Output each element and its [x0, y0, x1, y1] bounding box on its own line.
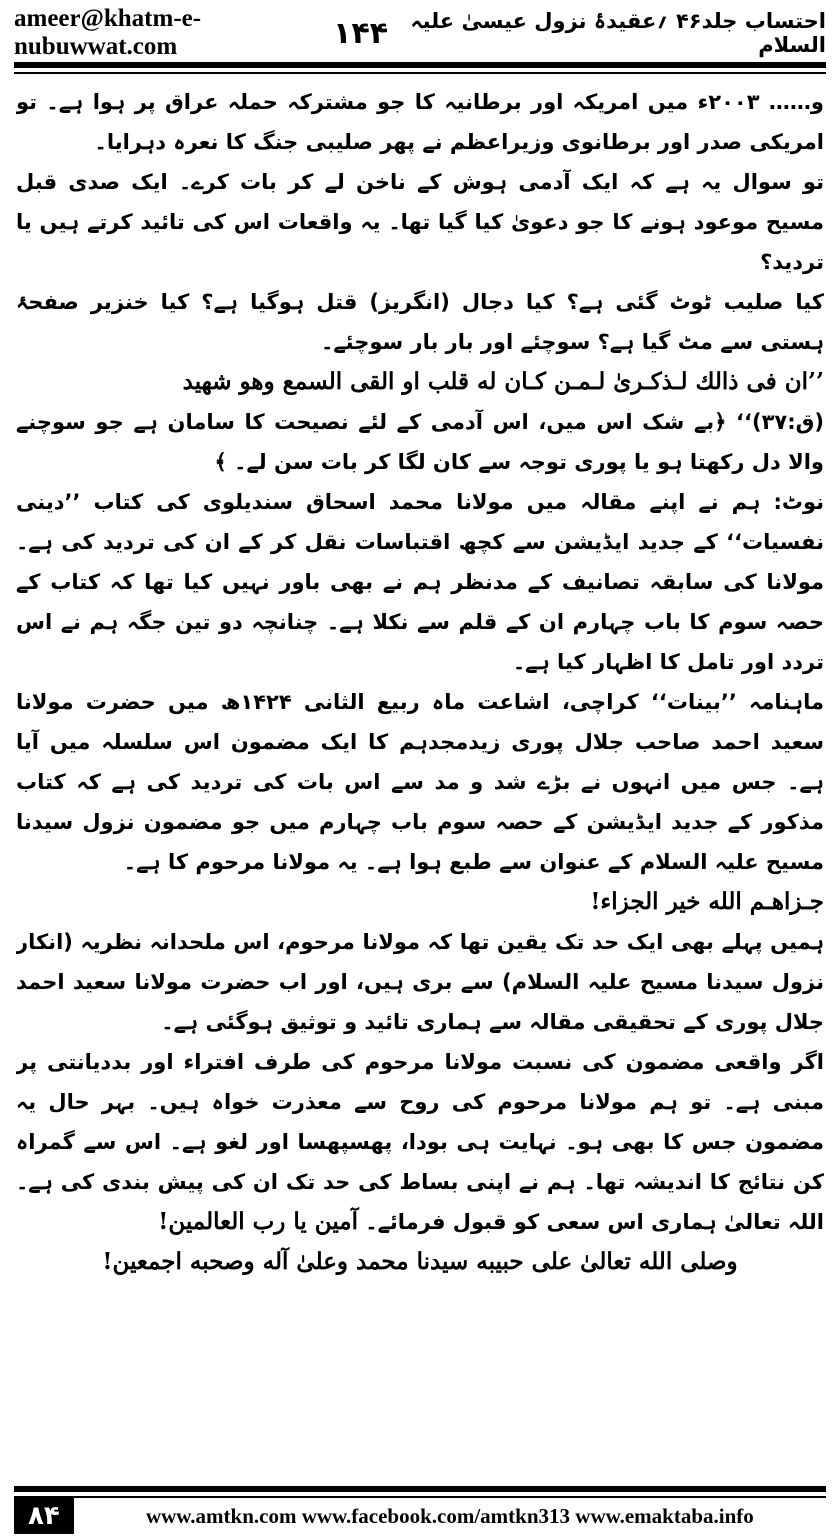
closing-paragraph-2-text: اگر واقعی مضمون کی نسبت مولانا مرحوم کی طرف افتراء اور بددیانتی پر مبنی ہے۔ تو ہم مولانا مرحوم کی روح سے معذرت خواہ ہیں۔ بہر حال یہ مضمون جس کا بھی ہو۔ نہایت ہی بودا، پھسپھسا اور لغو ہے۔ اس سے گمراہ کن نتائج کا اندیشہ تھا۔ ہم نے اپنی بساط کی حد تک ان کی پیش بندی کی ہے۔ اللہ تعالیٰ ہماری اس سعی کو قبول فرمائے۔ — [16, 1050, 824, 1234]
closing-paragraph-2 — [16, 1042, 824, 1242]
footer-links[interactable]: www.amtkn.com www.facebook.com/amtkn313 www.emaktaba.info — [145, 1503, 754, 1528]
jazahum-prayer: جـزاهـم الله خير الجزاء! — [590, 888, 824, 915]
header-rule-thin — [14, 72, 826, 74]
closing-paragraph-1: ہمیں پہلے بھی ایک حد تک یقین تھا کہ مولانا مرحوم، اس ملحدانہ نظریہ (انکار نزول سیدنا مسیح علیہ السلام) سے بری ہیں، اور اب حضرت مولانا سعید احمد جلال پوری کے تحقیقی مقالہ سے ہماری تائید و توثیق ہوگئی ہے۔ — [16, 930, 824, 1034]
header-page-number: ۱۴۴ — [333, 15, 389, 51]
note-paragraph-2: ماہنامہ ’’بینات‘‘ کراچی، اشاعت ماہ ربیع الثانی ۱۴۲۴ھ میں حضرت مولانا سعید احمد صاحب جلال پوری زیدمجدہم کا ایک مضمون اس سلسلہ میں آیا ہے۔ جس میں انہوں نے بڑے شد و مد سے اس بات کی تردید کی ہے کہ کتاب مذکور کے جدید ایڈیشن کے حصہ سوم باب چہارم میں جو مضمون نزول سیدنا مسیح علیہ السلام کے عنوان سے طبع ہوا ہے۔ یہ مولانا مرحوم کا ہے۔ — [16, 690, 824, 874]
running-title: احتساب جلد۴۶ ؍عقیدۂ نزول عیسیٰ علیہ السلام — [410, 9, 826, 57]
ameen: آمین یا رب العالمین! — [158, 1208, 358, 1235]
note-paragraph-1: نوٹ: ہم نے اپنے مقالہ میں مولانا محمد اسحاق سندیلوی کی کتاب ’’دینی نفسیات‘‘ کے جدید ایڈیشن سے کچھ اقتباسات نقل کر کے ان کی تردید کی ہے۔ مولانا کی سابقہ تصانیف کے مدنظر ہم نے بھی باور نہیں کیا تھا کہ کتاب کے حصہ سوم کا باب چہارم ان کے قلم سے نکلا ہے۔ چنانچہ دو تین جگہ ہم نے اس تردد اور تامل کا اظہار کیا ہے۔ — [16, 490, 824, 674]
paragraph-1: و…… ۲۰۰۳ء میں امریکہ اور برطانیہ کا جو مشترکہ حملہ عراق پر ہوا ہے۔ تو امریکی صدر اور برطانوی وزیراعظم نے پھر صلیبی جنگ کا نعرہ دہرایا۔ — [16, 90, 824, 154]
page-footer — [14, 1498, 826, 1534]
paragraph-2: تو سوال یہ ہے کہ ایک آدمی ہوش کے ناخن لے کر بات کرے۔ ایک صدی قبل مسیح موعود ہونے کا جو دعویٰ کیا گیا تھا۔ یہ واقعات اس کی تائید کرتے ہیں یا تردید؟ — [16, 170, 824, 274]
article-body — [16, 82, 824, 1447]
header-rule-thick — [14, 62, 826, 68]
footer-page-number: ۸۴ — [14, 1498, 74, 1534]
quran-quote: ’’ان فی ذالك لـذكـرىٰ لـمـن كـان له قلب او القى السمع وهو شهيد — [182, 368, 824, 395]
header-email[interactable]: ameer@khatm-e-nubuwwat.com — [14, 5, 202, 60]
salawat: وصلی الله تعالیٰ علی حبیبه سیدنا محمد وعلیٰ آله وصحبه اجمعین! — [102, 1248, 738, 1275]
quran-translation: (ق:۳۷)‘‘ ﴿بے شک اس میں، اس آدمی کے لئے نصیحت کا سامان ہے جو سوچنے والا دل رکھتا ہو یا پوری توجہ سے کان لگا کر بات سن لے۔ ﴾ — [16, 410, 824, 474]
page-header — [14, 5, 826, 60]
header-left — [14, 5, 388, 61]
footer-rule-thick — [14, 1486, 826, 1492]
paragraph-3: کیا صلیب ٹوٹ گئی ہے؟ کیا دجال (انگریز) قتل ہوگیا ہے؟ کیا خنزیر صفحۂ ہستی سے مٹ گیا ہے؟ سوچئے اور بار بار سوچئے۔ — [16, 290, 824, 354]
